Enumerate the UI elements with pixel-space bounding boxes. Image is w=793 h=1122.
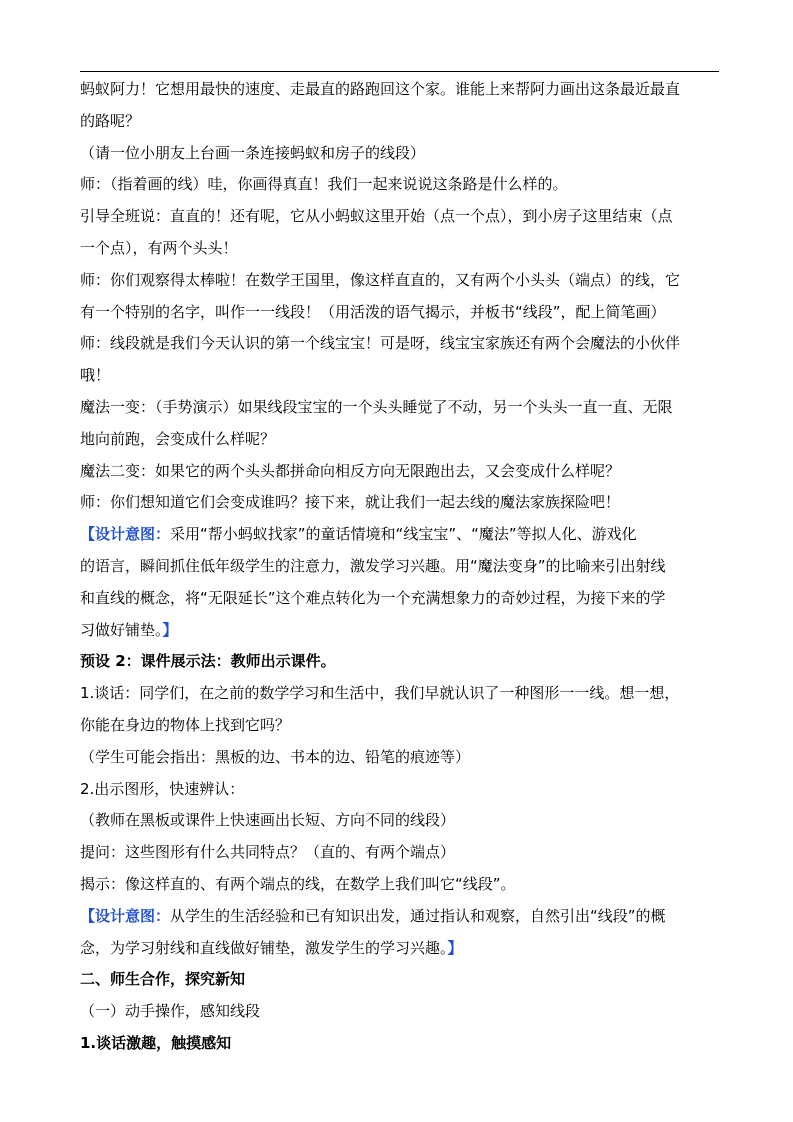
paragraph-line: 2.出示图形，快速辨认： <box>80 779 245 798</box>
design-intent-line: 和直线的概念，将“无限延长”这个难点转化为一个充满想象力的奇妙过程，为接下来的学 <box>80 588 666 607</box>
paragraph-line: 师：（指着画的线）哇，你画得真直！我们一起来说说这条路是什么样的。 <box>80 175 568 194</box>
preset-heading: 预设 2：课件展示法：教师出示课件。 <box>80 652 336 671</box>
paragraph-line: 哦！ <box>80 366 111 385</box>
paragraph-line: 你能在身边的物体上找到它吗？ <box>80 715 291 734</box>
paragraph-line: 提问：这些图形有什么共同特点？（直的、有两个端点） <box>80 843 456 862</box>
paragraph-line: 1.谈话：同学们，在之前的数学学习和生活中，我们早就认识了一种图形一一线。想一想， <box>80 684 680 703</box>
design-intent-text: 从学生的生活经验和已有知识出发，通过指认和观察，自然引出“线段”的概 <box>170 906 666 925</box>
paragraph-line: 引导全班说：直直的！还有呢，它从小蚂蚁这里开始（点一个点），到小房子这里结束（点 <box>80 207 673 226</box>
header-rule <box>80 71 719 72</box>
subsection-heading: （一）动手操作，感知线段 <box>80 1002 261 1021</box>
paragraph-line: 蚂蚁阿力！它想用最快的速度、走最直的路跑回这个家。谁能上来帮阿力画出这条最近最直 <box>80 80 681 98</box>
document-body <box>80 74 720 1060</box>
design-intent-close: 】 <box>162 620 178 639</box>
paragraph-line: （教师在黑板或课件上快速画出长短、方向不同的线段） <box>80 811 456 830</box>
design-intent-line <box>80 615 720 647</box>
paragraph-line: （请一位小朋友上台画一条连接蚂蚁和房子的线段） <box>80 143 426 162</box>
paragraph-line: 揭示：像这样直的、有两个端点的线，在数学上我们叫它“线段”。 <box>80 874 516 893</box>
design-intent-close: 】 <box>447 938 463 957</box>
section-heading: 二、师生合作，探究新知 <box>80 970 246 989</box>
design-intent-text: 习做好铺垫。 <box>80 620 163 639</box>
paragraph-line: 师：你们观察得太棒啦！在数学王国里，像这样直直的，又有两个小头头（端点）的线，它 <box>80 270 681 289</box>
paragraph-line: 的路呢？ <box>80 111 141 130</box>
design-intent-text: 念，为学习射线和直线做好铺垫，激发学生的学习兴趣。 <box>80 938 448 957</box>
paragraph-line: 地向前跑，会变成什么样呢？ <box>80 429 276 448</box>
design-intent-open: 【设计意图： <box>80 525 171 544</box>
paragraph-line: 师：你们想知道它们会变成谁吗？接下来，就让我们一起去线的魔法家族探险吧！ <box>80 493 621 512</box>
design-intent-line: 的语言，瞬间抓住低年级学生的注意力，激发学习兴趣。用“魔法变身”的比喻来引出射线 <box>80 556 666 575</box>
design-intent-line <box>80 901 720 933</box>
item-heading: 1.谈话激趣，触摸感知 <box>80 1033 232 1052</box>
paragraph-line: 魔法二变：如果它的两个头头都拼命向相反方向无限跑出去，又会变成什么样呢？ <box>80 461 621 480</box>
paragraph-line: 一个点），有两个头头！ <box>80 238 238 257</box>
paragraph-line: 有一个特别的名字，叫作一一线段！（用活泼的语气揭示，并板书“线段”，配上简笔画） <box>80 302 666 321</box>
design-intent-line <box>80 519 720 551</box>
paragraph-line: （学生可能会指出：黑板的边、书本的边、铅笔的痕迹等） <box>80 747 471 766</box>
paragraph-line: 师：线段就是我们今天认识的第一个线宝宝！可是呀，线宝宝家族还有两个会魔法的小伙伴 <box>80 334 681 353</box>
design-intent-open: 【设计意图： <box>80 906 171 925</box>
design-intent-line <box>80 933 720 965</box>
design-intent-text: 采用“帮小蚂蚁找家”的童话情境和“线宝宝”、“魔法”等拟人化、游戏化 <box>170 525 637 544</box>
paragraph-line: 魔法一变：（手势演示）如果线段宝宝的一个头头睡觉了不动，另一个头头一直一直、无限 <box>80 397 673 416</box>
